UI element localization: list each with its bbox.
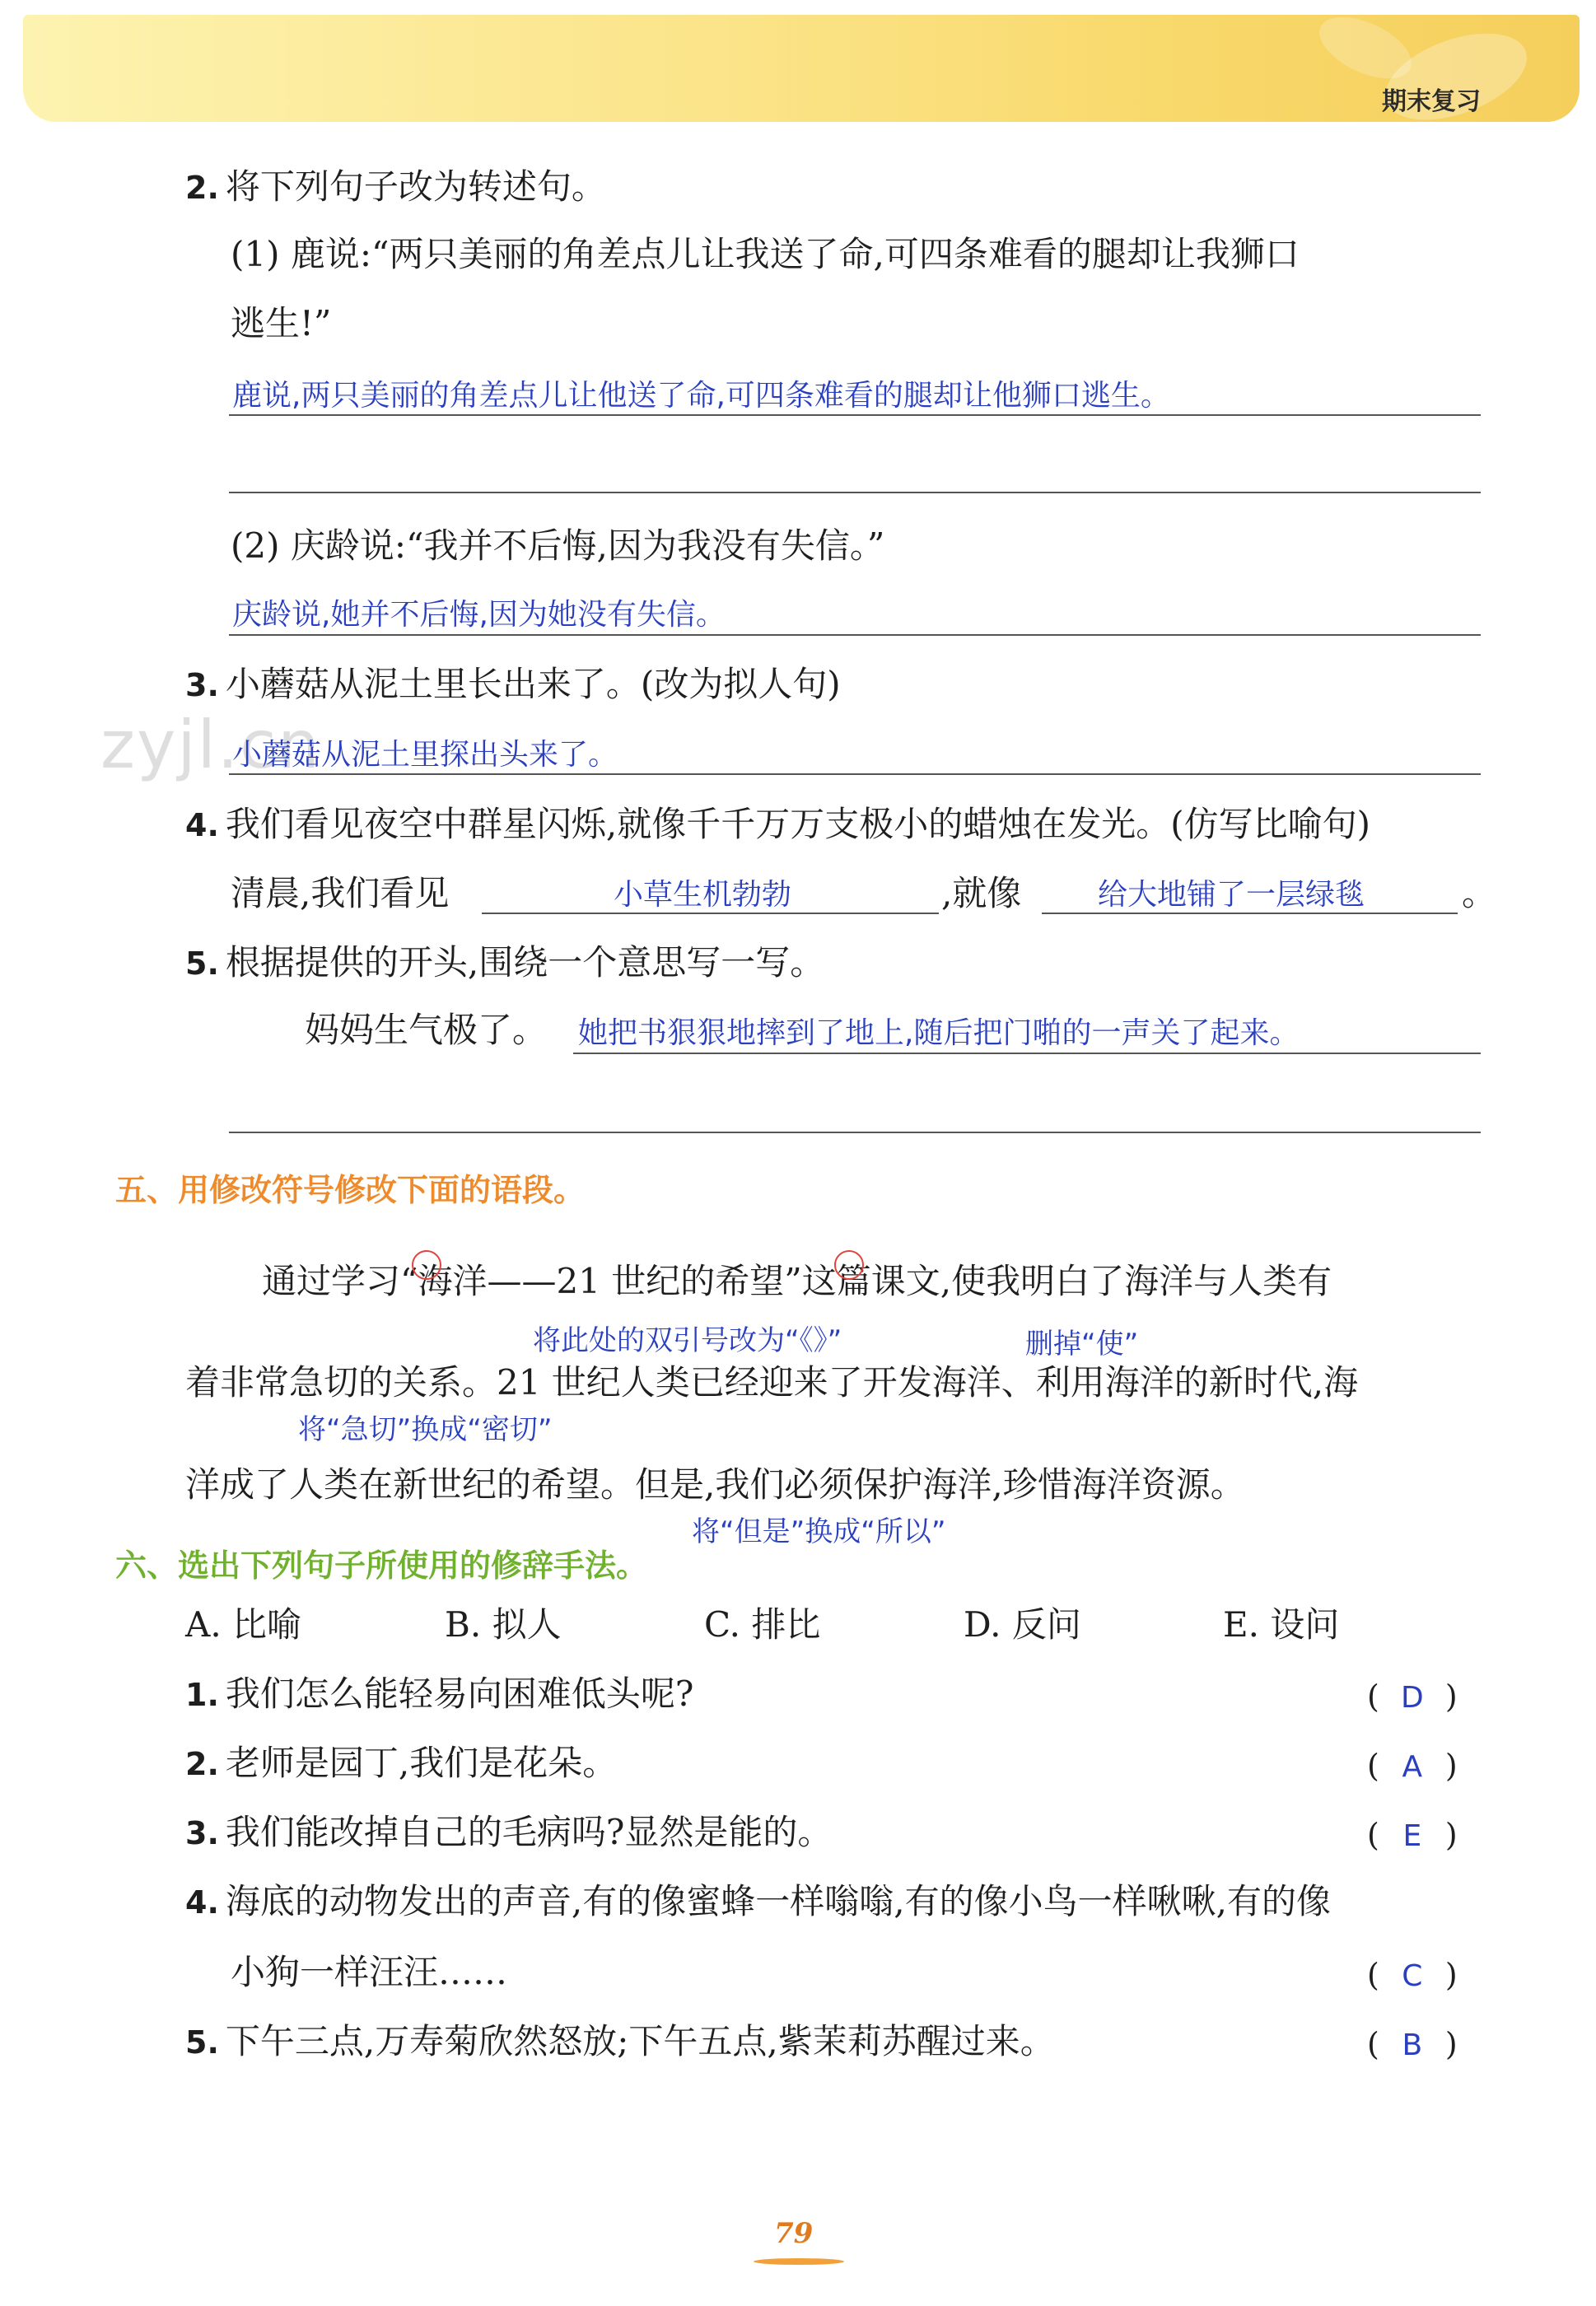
question-prompt: 将下列句子改为转述句。 [225,166,606,207]
correction-mark [834,1250,864,1280]
header-band [23,15,1580,122]
answer-bracket: ( C ) [1367,1957,1458,1993]
rhetoric-answer-4: C [1402,1959,1423,1993]
option-b: B. 拟人 [445,1604,562,1645]
section-5-line3: 洋成了人类在新世纪的希望。但是,我们必须保护海洋,珍惜海洋资源。 [185,1464,1245,1505]
section-5-line1: 通过学习“海洋——21 世纪的希望”这篇课文,使我明白了海洋与人类有 [262,1261,1332,1301]
correction-note-2: 删掉“使” [1025,1328,1139,1361]
answer-line [482,913,939,914]
rhetoric-item-4-cont: 小狗一样汪汪…… [231,1952,508,1992]
answer-line [1042,913,1458,914]
question-5 [185,942,825,983]
rhetoric-item-1: 1. 我们怎么能轻易向困难低头呢? [185,1673,694,1714]
question-prompt: 小蘑菇从泥土里长出来了。(改为拟人句) [225,664,841,704]
answer-bracket: ( B ) [1367,2026,1458,2062]
answer-line [229,773,1481,775]
q2-sub1-line2: 逃生!” [231,303,332,343]
answer-line [229,1132,1481,1133]
answer-line [573,1053,1481,1054]
section-6-title: 六、选出下列句子所使用的修辞手法。 [115,1547,648,1584]
rhetoric-item-4: 4. 海底的动物发出的声音,有的像蜜蜂一样嗡嗡,有的像小鸟一样啾啾,有的像 [185,1881,1331,1921]
question-prompt: 我们看见夜空中群星闪烁,就像千千万万支极小的蜡烛在发光。(仿写比喻句) [225,804,1371,844]
correction-note-4: 将“但是”换成“所以” [692,1515,946,1548]
watermark: zyjl.cn [100,707,321,783]
option-e: E. 设问 [1223,1604,1340,1645]
q2-sub2-text: (2) 庆龄说:“我并不后悔,因为我没有失信。” [231,525,885,566]
rhetoric-item-3: 3. 我们能改掉自己的毛病吗?显然是能的。 [185,1812,833,1852]
answer-bracket: ( D ) [1367,1678,1458,1715]
correction-note-1: 将此处的双引号改为“《》” [533,1324,842,1357]
page-number-underline [754,2258,844,2265]
rhetoric-answer-5: B [1402,2028,1423,2062]
q2-sub2-answer: 庆龄说,她并不后悔,因为她没有失信。 [232,598,726,632]
answer-line [229,634,1481,636]
answer-bracket: ( A ) [1367,1748,1458,1784]
question-prompt: 根据提供的开头,围绕一个意思写一写。 [225,942,825,983]
q2-sub1-line1: (1) 鹿说:“两只美丽的角差点儿让我送了命,可四条难看的腿却让我狮口 [231,234,1300,274]
answer-line [229,414,1481,416]
q5-answer: 她把书狠狠地摔到了地上,随后把门啪的一声关了起来。 [578,1016,1300,1050]
section-5-title: 五、用修改符号修改下面的语段。 [115,1172,586,1208]
rhetoric-item-2: 2. 老师是园丁,我们是花朵。 [185,1743,618,1783]
option-c: C. 排比 [704,1604,821,1645]
q2-sub1-answer: 鹿说,两只美丽的角差点儿让他送了命,可四条难看的腿却让他狮口逃生。 [232,379,1170,413]
q5-lead: 妈妈生气极了。 [305,1010,548,1050]
option-d: D. 反问 [964,1604,1081,1645]
header-title: 期末复习 [1382,87,1481,116]
question-number: 3. [185,667,219,703]
question-number: 5. [185,945,219,982]
section-5-line2: 着非常急切的关系。21 世纪人类已经迎来了开发海洋、利用海洋的新时代,海 [185,1362,1359,1403]
correction-mark [412,1250,441,1280]
question-number: 2. [185,170,219,206]
q4-mid: ,就像 [941,873,1022,913]
q4-answer1: 小草生机勃勃 [614,878,792,912]
rhetoric-item-5: 5. 下午三点,万寿菊欣然怒放;下午五点,紫茉莉苏醒过来。 [185,2021,1055,2061]
rhetoric-answer-1: D [1400,1681,1424,1715]
question-2 [185,166,606,207]
rhetoric-answer-2: A [1402,1750,1423,1784]
page-number: 79 [774,2217,814,2250]
q4-end: 。 [1462,873,1497,913]
answer-line [229,492,1481,493]
rhetoric-answer-3: E [1402,1819,1422,1853]
q4-answer2: 给大地铺了一层绿毯 [1098,878,1365,912]
question-number: 4. [185,807,219,843]
correction-note-3: 将“急切”换成“密切” [298,1413,553,1446]
q3-answer: 小蘑菇从泥土里探出头来了。 [232,738,618,772]
answer-bracket: ( E ) [1367,1817,1458,1853]
q4-lead: 清晨,我们看见 [231,873,450,913]
question-4 [185,804,1371,844]
option-a: A. 比喻 [185,1604,302,1645]
question-3 [185,664,841,704]
